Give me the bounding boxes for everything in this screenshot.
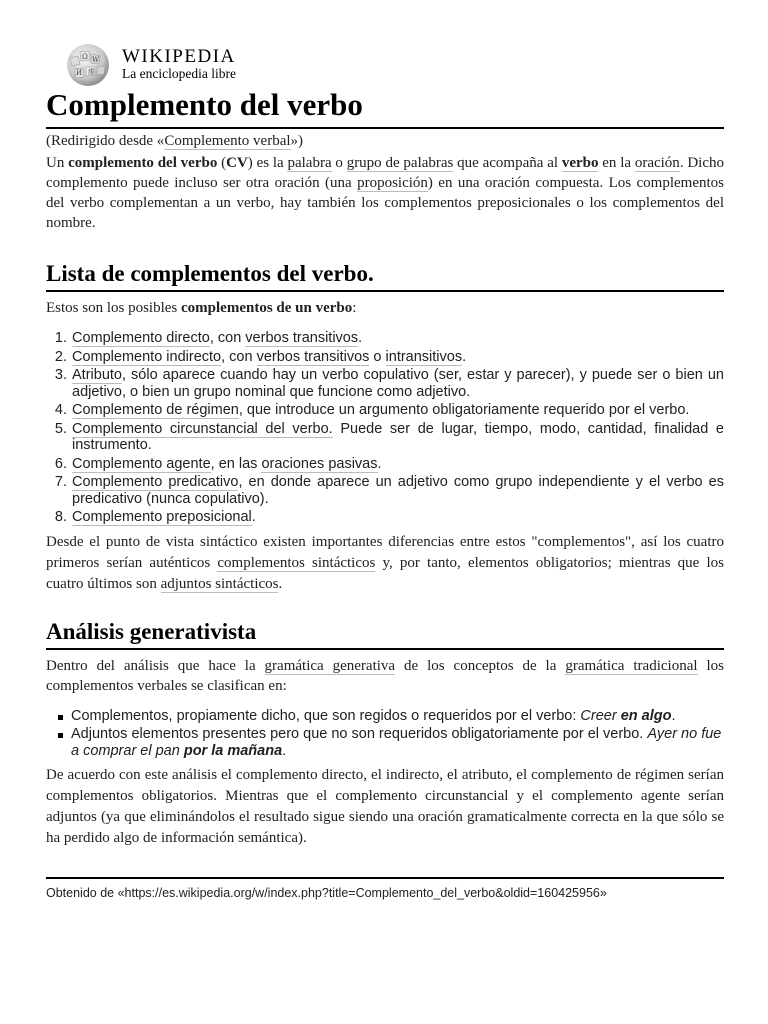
text: o — [369, 348, 386, 365]
list-item — [71, 402, 724, 419]
footer-prefix: Obtenido de « — [46, 886, 125, 900]
section2-intro — [46, 656, 724, 696]
text: Complementos, propiamente dicho, que son regidos o requeridos por el verbo: — [71, 707, 581, 724]
link-proposicion[interactable]: proposición — [357, 175, 428, 191]
text: y, por tanto, elementos obligatorios; mientras que los cuatro últimos son — [46, 554, 724, 592]
text: , en donde aparece un adjetivo como grupo independiente y el verbo es predicativo (nunca copulativo). — [72, 474, 724, 507]
complement-list — [46, 330, 724, 526]
link-intransitivos[interactable]: intransitivos — [385, 348, 463, 365]
text: , con — [221, 348, 257, 365]
article-content — [46, 86, 724, 849]
link-complemento-directo[interactable]: Complemento directo — [72, 330, 210, 346]
bold-term: complemento del verbo — [68, 155, 218, 171]
text: o — [331, 155, 347, 171]
redirect-link[interactable]: Complemento verbal — [164, 133, 291, 149]
wikipedia-logo[interactable] — [64, 42, 236, 88]
text: , con — [209, 330, 246, 346]
wordmark — [122, 46, 236, 82]
text: Dentro del análisis que hace la — [46, 657, 265, 674]
section1-closing-paragraph — [46, 532, 724, 595]
text: ( — [217, 155, 227, 171]
list-item — [71, 421, 724, 454]
section2-conclusion: De acuerdo con este análisis el complemento directo, el indirecto, el atributo, el complemento de régimen serían complementos obligatorios. Mientras que el complemento circunstancial y el complemento agente serían adjuntos (ya que eliminándolos el resultado sigue siendo una oración gramaticalmente correcta en la que sólo se ha perdido algo de información semántica). — [46, 767, 724, 846]
text: Un — [46, 155, 69, 171]
text: : — [352, 300, 357, 316]
section-heading-lista: Lista de complementos del verbo. — [46, 260, 724, 292]
bold-italic-example: por la mañana — [183, 742, 283, 759]
link-adjuntos-sintacticos[interactable]: adjuntos sintácticos — [160, 575, 279, 592]
text: ) es la — [247, 155, 288, 171]
link-oracion[interactable]: oración — [634, 155, 680, 171]
text: , que introduce un argumento obligatoriamente requerido por el verbo. — [238, 402, 690, 418]
section-heading-analisis: Análisis generativista — [46, 618, 724, 650]
link-verbo[interactable]: verbo — [561, 155, 599, 171]
svg-text:И: И — [76, 69, 83, 77]
link-palabra[interactable]: palabra — [287, 155, 332, 171]
link-complemento-indirecto[interactable]: Complemento indirecto — [72, 348, 222, 365]
list-item — [71, 367, 724, 400]
list-item — [71, 474, 724, 507]
text: . — [377, 455, 382, 472]
link-complemento-preposicional[interactable]: Complemento preposicional — [72, 509, 252, 525]
text: , en las — [210, 455, 262, 472]
section1-lead — [46, 298, 724, 318]
footer-suffix: » — [599, 886, 607, 900]
text: Estos son los posibles — [46, 300, 182, 316]
list-item — [71, 726, 724, 759]
text: , sólo aparece cuando hay un verbo copulativo (ser, estar y parecer), y puede ser o bien un adjetivo, o bien un grupo nominal que funcione como adjetivo. — [72, 367, 724, 400]
redirect-prefix: (Redirigido desde « — [46, 133, 165, 149]
bold-italic-example: en algo — [620, 707, 672, 724]
text: Puede ser de lugar, tiempo, modo, cantidad, finalidad e instrumento. — [72, 420, 724, 453]
text: que acompaña al — [453, 155, 562, 171]
link-complemento-agente[interactable]: Complemento agente — [72, 455, 211, 472]
page-title: Complemento del verbo — [46, 86, 724, 129]
text: Adjuntos elementos presentes pero que no son requeridos obligatoriamente por el verbo. — [71, 726, 648, 742]
bold-term: CV — [226, 155, 248, 171]
text: . Dicho complemento puede incluso ser otra oración (una — [46, 155, 725, 191]
text: ) en una oración compuesta. Los complementos del verbo complementan a un verbo, hay también los complementos preposicionales o los complementos del nombre. — [46, 175, 725, 231]
text: . — [278, 575, 283, 592]
redirect-suffix: ») — [290, 133, 304, 149]
text: en la — [598, 155, 635, 171]
svg-text:維: 維 — [88, 68, 95, 76]
link-atributo[interactable]: Atributo — [72, 367, 122, 383]
list-item — [71, 456, 724, 473]
list-item — [71, 708, 724, 725]
redirect-notice — [46, 131, 724, 151]
svg-text:W: W — [92, 56, 100, 64]
link-complemento-de-regimen[interactable]: Complemento de régimen — [72, 402, 239, 418]
text: Desde el punto de vista sintáctico existen importantes diferencias entre estos "complementos", así los cuatro primeros serían auténticos — [46, 533, 724, 571]
wordmark-name: WIKIPEDIA — [122, 46, 236, 67]
italic-example: Ayer no fue a comprar el pan — [71, 726, 722, 759]
text: . — [282, 742, 287, 759]
italic-example: Creer — [580, 707, 621, 724]
bold-term: complementos de un verbo — [181, 300, 353, 316]
link-verbos-transitivos[interactable]: verbos transitivos — [256, 348, 370, 365]
svg-text:Ω: Ω — [82, 53, 88, 61]
text: . — [671, 707, 676, 724]
text: los complementos verbales se clasifican en: — [46, 657, 724, 694]
wordmark-tagline: La enciclopedia libre — [122, 66, 236, 81]
link-oraciones-pasivas[interactable]: oraciones pasivas — [261, 455, 378, 472]
text: de los conceptos de la — [395, 657, 566, 674]
link-verbos-transitivos[interactable]: verbos transitivos — [245, 330, 359, 346]
intro-paragraph — [46, 153, 724, 233]
link-complemento-circunstancial[interactable]: Complemento circunstancial del verbo. — [72, 420, 333, 437]
wikipedia-globe-icon — [64, 42, 116, 88]
list-item — [71, 330, 724, 347]
analysis-bullet-list — [46, 708, 724, 760]
link-grupo-de-palabras[interactable]: grupo de palabras — [346, 155, 454, 171]
link-gramatica-tradicional[interactable]: gramática tradicional — [565, 657, 698, 674]
list-item — [71, 349, 724, 366]
list-item — [71, 509, 724, 526]
text: . — [462, 348, 467, 365]
footer-permalink[interactable]: https://es.wikipedia.org/w/index.php?title=Complemento_del_verbo&oldid=160425956 — [124, 886, 600, 900]
text: . — [251, 509, 256, 525]
text: . — [358, 330, 363, 346]
retrieved-from-footer — [46, 877, 724, 900]
link-complemento-predicativo[interactable]: Complemento predicativo — [72, 474, 239, 490]
link-complementos-sintacticos[interactable]: complementos sintácticos — [217, 554, 376, 571]
link-gramatica-generativa[interactable]: gramática generativa — [264, 657, 396, 674]
